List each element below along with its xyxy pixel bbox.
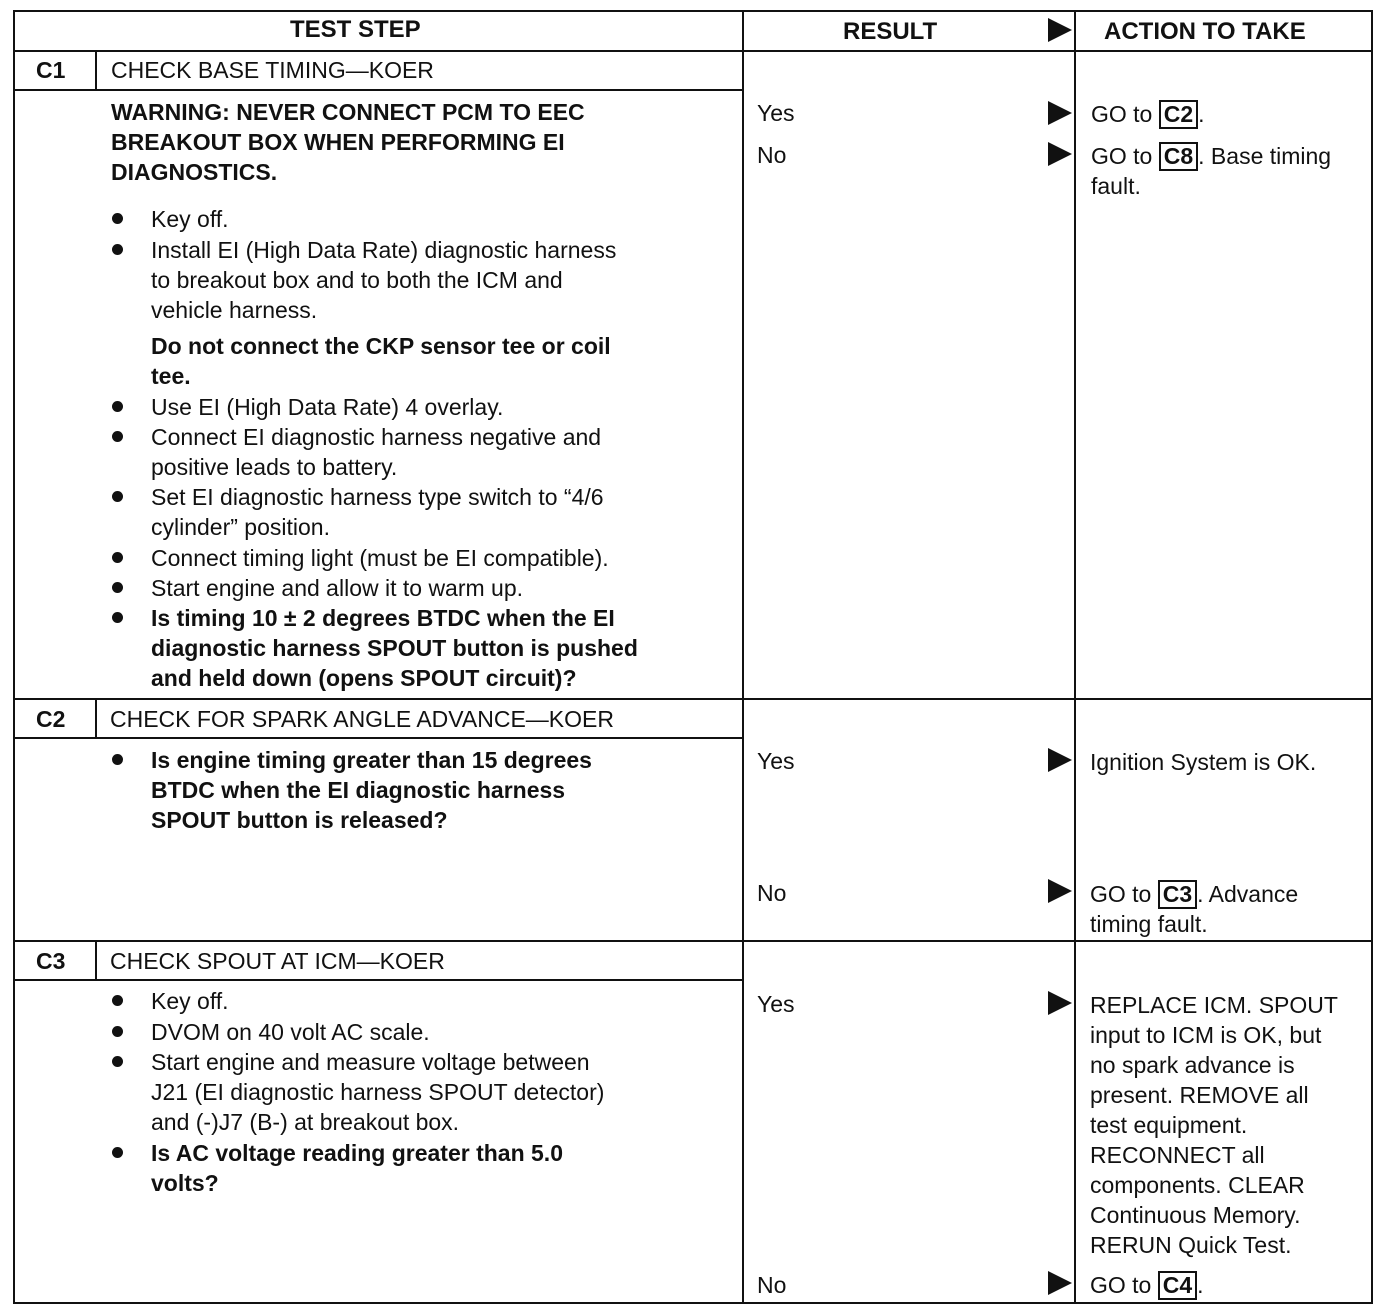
c1-result-yes: Yes [757, 100, 795, 126]
c1-warning-line: DIAGNOSTICS. [111, 159, 278, 185]
table-bottom-border [13, 1302, 1373, 1304]
bullet-icon [112, 995, 123, 1006]
c1-bullet-text: cylinder” position. [151, 514, 330, 540]
c1-bullet-text: Connect timing light (must be EI compatible). [151, 545, 609, 571]
c3-bullet-text: J21 (EI diagnostic harness SPOUT detector) [151, 1079, 605, 1105]
c1-question-line: and held down (opens SPOUT circuit)? [151, 665, 577, 691]
step-ref-c4[interactable]: C4 [1158, 1271, 1197, 1300]
c1-action-no-cont: fault. [1091, 173, 1141, 199]
c2-action-no: GO to C3 . Advance [1090, 881, 1299, 907]
c3-action-yes-line: input to ICM is OK, but [1090, 1022, 1322, 1048]
c2-question-line: Is engine timing greater than 15 degrees [151, 747, 592, 773]
c1-bullet-text: Start engine and allow it to warm up. [151, 575, 524, 601]
c3-bullet-text: Start engine and measure voltage between [151, 1049, 590, 1075]
bullet-icon [112, 612, 123, 623]
c2-action-no-cont: timing fault. [1090, 911, 1208, 937]
table-top-border [13, 10, 1373, 12]
c2-question-line: BTDC when the EI diagnostic harness [151, 777, 566, 803]
c3-title-underline [13, 979, 742, 981]
c1-action-no: GO to C8 . Base timing [1091, 143, 1332, 169]
c1-note-line: tee. [151, 363, 191, 389]
result-arrow-icon [1048, 748, 1072, 772]
c3-result-no: No [757, 1272, 787, 1298]
c1-title-underline [13, 89, 742, 91]
result-arrow-icon [1048, 991, 1072, 1015]
bullet-icon [112, 754, 123, 765]
bullet-icon [112, 401, 123, 412]
c2-id-divider [95, 698, 97, 738]
bullet-icon [112, 1026, 123, 1037]
c1-bullet-text: Use EI (High Data Rate) 4 overlay. [151, 394, 504, 420]
c2-title-underline [13, 737, 742, 739]
bullet-icon [112, 1056, 123, 1067]
result-column-border [742, 10, 744, 1304]
c2-question-line: SPOUT button is released? [151, 807, 448, 833]
c1-bullet-text: Connect EI diagnostic harness negative and [151, 424, 602, 450]
c1-bullet-text: to breakout box and to both the ICM and [151, 267, 563, 293]
header-action: ACTION TO TAKE [1104, 18, 1306, 45]
c1-bullet-text: vehicle harness. [151, 297, 318, 323]
c3-step-id: C3 [36, 948, 66, 974]
c1-bullet-text: Key off. [151, 206, 229, 232]
c3-result-yes: Yes [757, 991, 795, 1017]
result-arrow-icon [1048, 142, 1072, 166]
c2-step-title: CHECK FOR SPARK ANGLE ADVANCE—KOER [110, 706, 614, 732]
c1-bullet-text: Install EI (High Data Rate) diagnostic harness [151, 237, 617, 263]
step-ref-c8[interactable]: C8 [1159, 142, 1198, 171]
row-c2-top-border [13, 698, 1373, 700]
c3-action-yes-line: no spark advance is [1090, 1052, 1295, 1078]
bullet-icon [112, 213, 123, 224]
c1-action-yes: GO to C2 . [1091, 101, 1205, 127]
bullet-icon [112, 491, 123, 502]
bullet-icon [112, 552, 123, 563]
c3-action-no: GO to C4 . [1090, 1272, 1204, 1298]
c1-warning-line: BREAKOUT BOX WHEN PERFORMING EI [111, 129, 565, 155]
c1-bullet-text: positive leads to battery. [151, 454, 398, 480]
c1-bullet-text: Set EI diagnostic harness type switch to “4/6 [151, 484, 604, 510]
c3-bullet-text: Key off. [151, 988, 229, 1014]
c3-bullet-text: DVOM on 40 volt AC scale. [151, 1019, 430, 1045]
bullet-icon [112, 1147, 123, 1158]
c2-result-no: No [757, 880, 787, 906]
header-arrow-icon [1048, 18, 1072, 42]
table-right-border [1371, 10, 1373, 1304]
result-arrow-icon [1048, 879, 1072, 903]
c2-action-yes: Ignition System is OK. [1090, 749, 1317, 775]
c3-action-yes-line: components. CLEAR [1090, 1172, 1305, 1198]
header-test-step: TEST STEP [290, 16, 421, 43]
c3-bullet-text: and (-)J7 (B-) at breakout box. [151, 1109, 460, 1135]
bullet-icon [112, 431, 123, 442]
c3-question-line: volts? [151, 1170, 219, 1196]
c3-action-yes-line: RERUN Quick Test. [1090, 1232, 1292, 1258]
action-column-border [1074, 10, 1076, 1304]
header-bottom-border [13, 50, 1373, 52]
bullet-icon [112, 244, 123, 255]
c1-question-line: Is timing 10 ± 2 degrees BTDC when the EI [151, 605, 615, 631]
c3-action-yes-line: RECONNECT all [1090, 1142, 1265, 1168]
c1-warning-line: WARNING: NEVER CONNECT PCM TO EEC [111, 99, 585, 125]
c1-result-no: No [757, 142, 787, 168]
c1-step-title: CHECK BASE TIMING—KOER [111, 57, 434, 83]
c3-id-divider [95, 940, 97, 980]
result-arrow-icon [1048, 1271, 1072, 1295]
bullet-icon [112, 582, 123, 593]
header-result: RESULT [843, 18, 938, 45]
c3-action-yes-line: REPLACE ICM. SPOUT [1090, 992, 1338, 1018]
table-left-border [13, 10, 15, 1304]
c2-step-id: C2 [36, 706, 66, 732]
c3-action-yes-line: present. REMOVE all [1090, 1082, 1309, 1108]
c3-action-yes-line: test equipment. [1090, 1112, 1248, 1138]
c1-id-divider [95, 50, 97, 90]
c1-step-id: C1 [36, 57, 66, 83]
c1-note-line: Do not connect the CKP sensor tee or coil [151, 333, 611, 359]
step-ref-c3[interactable]: C3 [1158, 880, 1197, 909]
result-arrow-icon [1048, 101, 1072, 125]
c2-result-yes: Yes [757, 748, 795, 774]
step-ref-c2[interactable]: C2 [1159, 100, 1198, 129]
row-c3-top-border [13, 940, 1373, 942]
c3-action-yes-line: Continuous Memory. [1090, 1202, 1301, 1228]
c3-step-title: CHECK SPOUT AT ICM—KOER [110, 948, 445, 974]
c3-question-line: Is AC voltage reading greater than 5.0 [151, 1140, 563, 1166]
c1-question-line: diagnostic harness SPOUT button is pushed [151, 635, 638, 661]
